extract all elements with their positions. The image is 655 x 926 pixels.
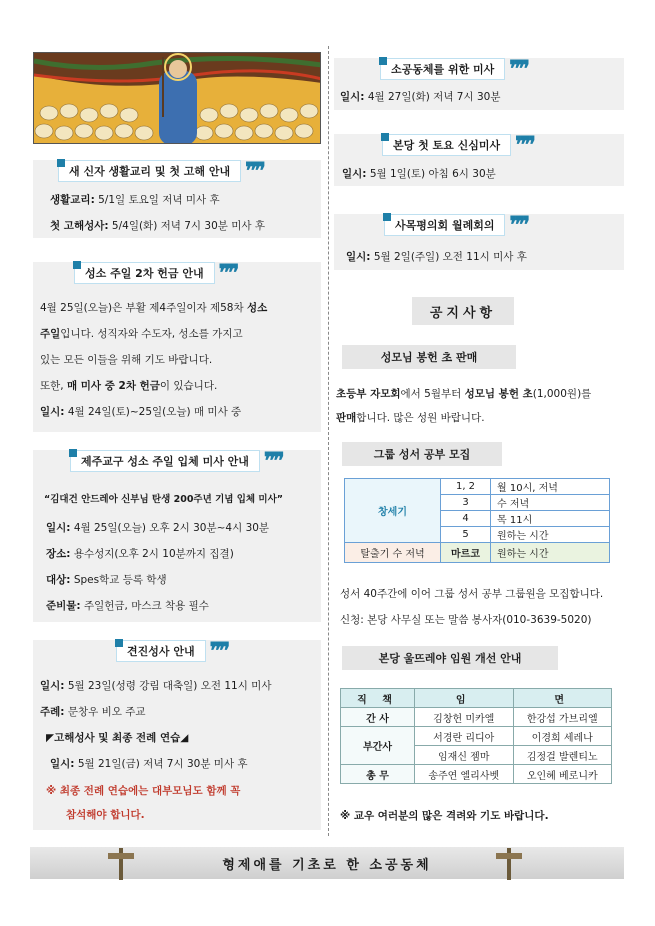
position-cell: 간 사 <box>341 708 415 727</box>
bible-study-line-1: 성서 40주간에 이어 그룹 성서 공부 그룹원을 모집합니다. <box>340 588 604 600</box>
outgoing-cell: 송주연 엘리사벳 <box>415 765 514 784</box>
schedule-time: 월 10시, 저녁 <box>491 479 610 495</box>
quote-mark-icon: ❞❞ <box>515 132 533 158</box>
community-mass-title: 소공동체를 위한 미사 <box>380 58 505 80</box>
header-artwork <box>33 52 321 144</box>
confirmation-note-2: 참석해야 합니다. <box>66 809 145 821</box>
vocation-para-3: 있는 모든 이들을 위해 기도 바랍니다. <box>40 354 213 366</box>
diocese-mass-quote: “김대건 안드레아 신부님 탄생 200주년 기념 입체 미사” <box>44 494 284 505</box>
diocese-mass-line-2: 장소: 용수성지(오후 2시 10분까지 집결) <box>46 548 234 560</box>
confirmation-title: 견진성사 안내 <box>116 640 206 662</box>
confirmation-line-1: 일시: 5월 23일(성령 강림 대축일) 오전 11시 미사 <box>40 680 272 692</box>
newcomer-line-1: 생활교리: 5/1일 토요일 저녁 미사 후 <box>50 194 220 206</box>
newcomer-heading <box>58 160 263 182</box>
schedule-num: 1, 2 <box>441 479 491 495</box>
ultreya-tab: 본당 울뜨레야 임원 개선 안내 <box>342 646 558 670</box>
footer-slogan: 형제애를 기초로 한 소공동체 <box>222 857 432 873</box>
community-mass-heading <box>380 58 527 80</box>
incoming-cell: 이경희 세레나 <box>513 727 612 746</box>
incoming-cell: 한강섭 가브리엘 <box>513 708 612 727</box>
vocation-para-4: 또한, 매 미사 중 2차 헌금이 있습니다. <box>40 380 218 392</box>
confirmation-line-3: 일시: 5월 21일(금) 저녁 7시 30분 미사 후 <box>50 758 248 770</box>
mark-cell: 마르코 <box>441 543 491 563</box>
diocese-mass-line-4: 준비물: 주일헌금, 마스크 착용 필수 <box>46 600 209 612</box>
genesis-cell: 창세기 <box>345 479 441 543</box>
newcomer-title: 새 신자 생활교리 및 첫 고해 안내 <box>58 160 241 182</box>
header-position: 직 책 <box>341 689 415 708</box>
first-saturday-title: 본당 첫 토요 신심미사 <box>382 134 511 156</box>
schedule-time: 원하는 시간 <box>491 527 610 543</box>
vocation-title: 성소 주일 2차 헌금 안내 <box>74 262 215 284</box>
council-title: 사목평의회 월례회의 <box>384 214 505 236</box>
signpost-left-icon <box>104 846 138 880</box>
council-heading <box>384 214 527 236</box>
confirmation-line-2: 주례: 문창우 비오 주교 <box>40 706 146 718</box>
mark-time-cell: 원하는 시간 <box>491 543 610 563</box>
vocation-para-1: 4월 25일(오늘)은 부활 제4주일이자 제58차 성소 <box>40 302 268 314</box>
bible-study-tab: 그룹 성서 공부 모집 <box>342 442 502 466</box>
confirmation-note-1: ※ 최종 전례 연습에는 대부모님도 함께 꼭 <box>46 785 241 797</box>
outgoing-cell: 서경란 리디아 <box>415 727 514 746</box>
candle-sale-tab: 성모님 봉헌 초 판매 <box>342 345 516 369</box>
diocese-mass-panel <box>33 450 321 622</box>
quote-mark-icon: ❞❞ <box>263 448 282 474</box>
outgoing-cell: 임재신 젬마 <box>415 746 514 765</box>
ultreya-table <box>340 688 612 784</box>
first-saturday-line: 일시: 5월 1일(토) 아침 6시 30분 <box>342 168 496 180</box>
header-im: 임 <box>415 689 514 708</box>
notice-title: 공지사항 <box>412 297 514 325</box>
bible-study-table <box>344 478 610 563</box>
vocation-para-5: 일시: 4월 24일(토)~25일(오늘) 매 미사 중 <box>40 406 242 418</box>
confirmation-heading <box>116 640 227 662</box>
ultreya-note: ※ 교우 여러분의 많은 격려와 기도 바랍니다. <box>340 810 549 822</box>
diocese-mass-heading <box>70 450 282 472</box>
schedule-time: 목 11시 <box>491 511 610 527</box>
first-saturday-heading <box>382 134 533 156</box>
diocese-mass-title: 제주교구 성소 주일 입체 미사 안내 <box>70 450 260 472</box>
outgoing-cell: 김창헌 미카엘 <box>415 708 514 727</box>
column-divider <box>328 46 329 836</box>
diocese-mass-line-1: 일시: 4월 25일(오늘) 오후 2시 30분~4시 30분 <box>46 522 270 534</box>
quote-mark-icon: ❞❞ <box>245 158 263 184</box>
position-cell: 총 무 <box>341 765 415 784</box>
community-mass-line: 일시: 4월 27일(화) 저녁 7시 30분 <box>340 91 501 103</box>
newcomer-line-2: 첫 고해성사: 5/4일(화) 저녁 7시 30분 미사 후 <box>50 220 266 232</box>
quote-mark-icon: ❞❞ <box>218 260 237 286</box>
quote-mark-icon: ❞❞ <box>209 638 228 664</box>
candle-sale-line-2: 판매합니다. 많은 성원 바랍니다. <box>336 412 485 424</box>
vocation-para-2: 주일입니다. 성직자와 수도자, 성소를 가지고 <box>40 328 243 340</box>
bible-study-line-2: 신청: 본당 사무실 또는 말씀 봉사자(010-3639-5020) <box>340 614 592 626</box>
incoming-cell: 오인혜 베로니카 <box>513 765 612 784</box>
council-line: 일시: 5월 2일(주일) 오전 11시 미사 후 <box>346 251 527 263</box>
confirmation-subheading: ◤고해성사 및 최종 전례 연습◢ <box>46 732 189 744</box>
signpost-right-icon <box>492 846 526 880</box>
exodus-cell: 탈출기 수 저녁 <box>345 543 441 563</box>
schedule-time: 수 저녁 <box>491 495 610 511</box>
quote-mark-icon: ❞❞ <box>509 56 527 82</box>
incoming-cell: 김정걸 발렌티노 <box>513 746 612 765</box>
schedule-num: 4 <box>441 511 491 527</box>
diocese-mass-line-3: 대상: Spes학교 등록 학생 <box>46 574 167 586</box>
vocation-heading <box>74 262 236 284</box>
position-cell: 부간사 <box>341 727 415 765</box>
header-myeon: 면 <box>513 689 612 708</box>
schedule-num: 3 <box>441 495 491 511</box>
schedule-num: 5 <box>441 527 491 543</box>
quote-mark-icon: ❞❞ <box>509 212 528 238</box>
candle-sale-line-1: 초등부 자모회에서 5월부터 성모님 봉헌 초(1,000원)를 <box>336 388 592 400</box>
